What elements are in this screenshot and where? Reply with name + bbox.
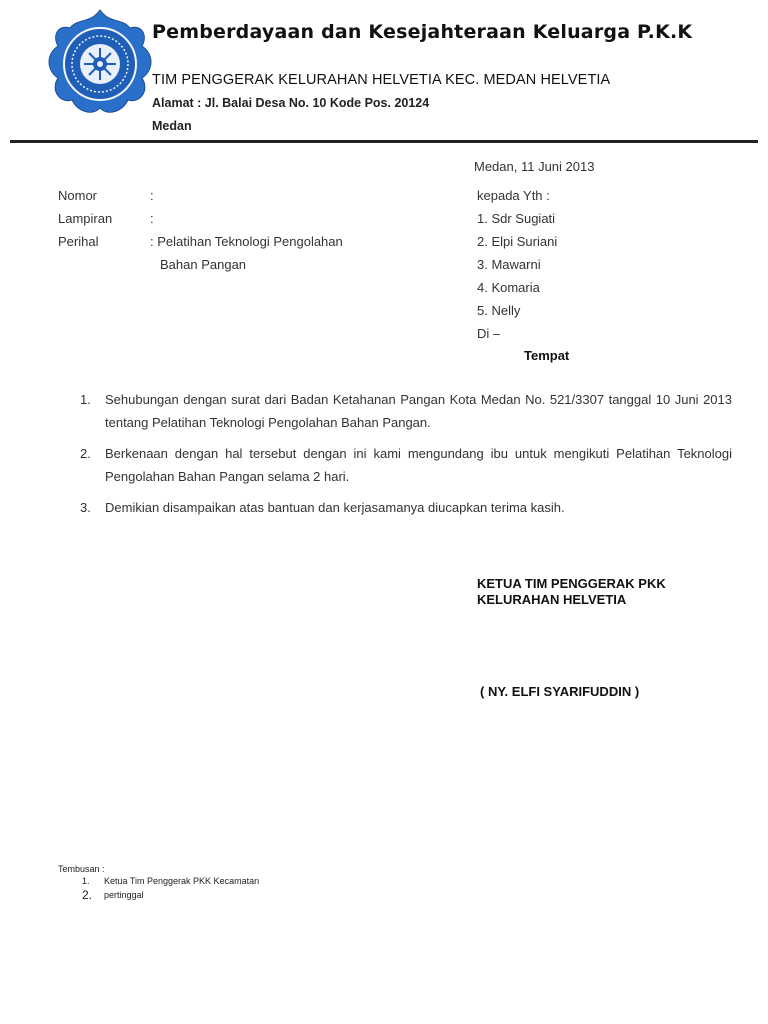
- recipient-item: 2. Elpi Suriani: [477, 234, 558, 249]
- tembusan-number: 2.: [82, 888, 93, 902]
- recipients-tempat: Tempat: [524, 348, 570, 363]
- letter-date: Medan, 11 Juni 2013: [474, 159, 595, 174]
- signer-name: ( NY. ELFI SYARIFUDDIN ): [480, 684, 640, 699]
- tembusan-number: 1.: [82, 876, 90, 886]
- meta-label-lampiran: Lampiran: [58, 211, 113, 226]
- meta-value-lampiran: :: [150, 211, 154, 226]
- paragraph-number: 3.: [80, 500, 91, 515]
- paragraph-text: Demikian disampaikan atas bantuan dan kerjasamanya diucapkan terima kasih.: [105, 500, 565, 515]
- tembusan-item: pertinggal: [104, 890, 144, 900]
- recipients-di: Di –: [477, 326, 501, 341]
- paragraph-number: 2.: [80, 446, 91, 461]
- recipient-item: 3. Mawarni: [477, 257, 541, 272]
- team-line: TIM PENGGERAK KELURAHAN HELVETIA KEC. MEDAN HELVETIA: [152, 72, 611, 88]
- meta-value-nomor: :: [150, 188, 154, 203]
- recipient-item: 4. Komaria: [477, 280, 540, 295]
- city-line: Medan: [152, 119, 192, 133]
- signature-title: [477, 576, 666, 608]
- meta-value-perihal: : Pelatihan Teknologi Pengolahan: [150, 234, 343, 249]
- paragraph-text: Sehubungan dengan surat dari Badan Ketahanan Pangan Kota Medan No. 521/3307 tanggal 10 Juni 2013 tentang Pelatihan Teknologi Pengolahan Bahan Pangan.: [105, 392, 732, 430]
- meta-label-perihal: Perihal: [58, 234, 99, 249]
- recipient-item: 1. Sdr Sugiati: [477, 211, 556, 226]
- paragraph-item: [80, 442, 732, 488]
- signature-title-line: KELURAHAN HELVETIA: [477, 592, 627, 607]
- letter-paragraphs: [80, 388, 732, 527]
- paragraph-number: 1.: [80, 392, 91, 407]
- org-title: Pemberdayaan dan Kesejahteraan Keluarga P.K.K: [152, 21, 693, 43]
- tembusan-item: Ketua Tim Penggerak PKK Kecamatan: [104, 876, 260, 886]
- perihal-continued: Bahan Pangan: [160, 257, 247, 272]
- meta-label-nomor: Nomor: [58, 188, 98, 203]
- recipient-item: 5. Nelly: [477, 303, 521, 318]
- pkk-logo-icon: [44, 8, 156, 120]
- paragraph-text: Berkenaan dengan hal tersebut dengan ini kami mengundang ibu untuk mengikuti Pelatihan Teknologi Pengolahan Bahan Pangan selama 2 hari.: [105, 446, 732, 484]
- header-divider: [10, 140, 758, 143]
- recipients-block: [477, 184, 557, 345]
- signature-title-line: KETUA TIM PENGGERAK PKK: [477, 576, 666, 591]
- paragraph-item: [80, 388, 732, 434]
- recipients-header: kepada Yth :: [477, 188, 550, 203]
- address-line: Alamat : Jl. Balai Desa No. 10 Kode Pos. 20124: [152, 96, 430, 110]
- paragraph-item: [80, 496, 732, 519]
- tembusan-label: Tembusan :: [58, 864, 105, 874]
